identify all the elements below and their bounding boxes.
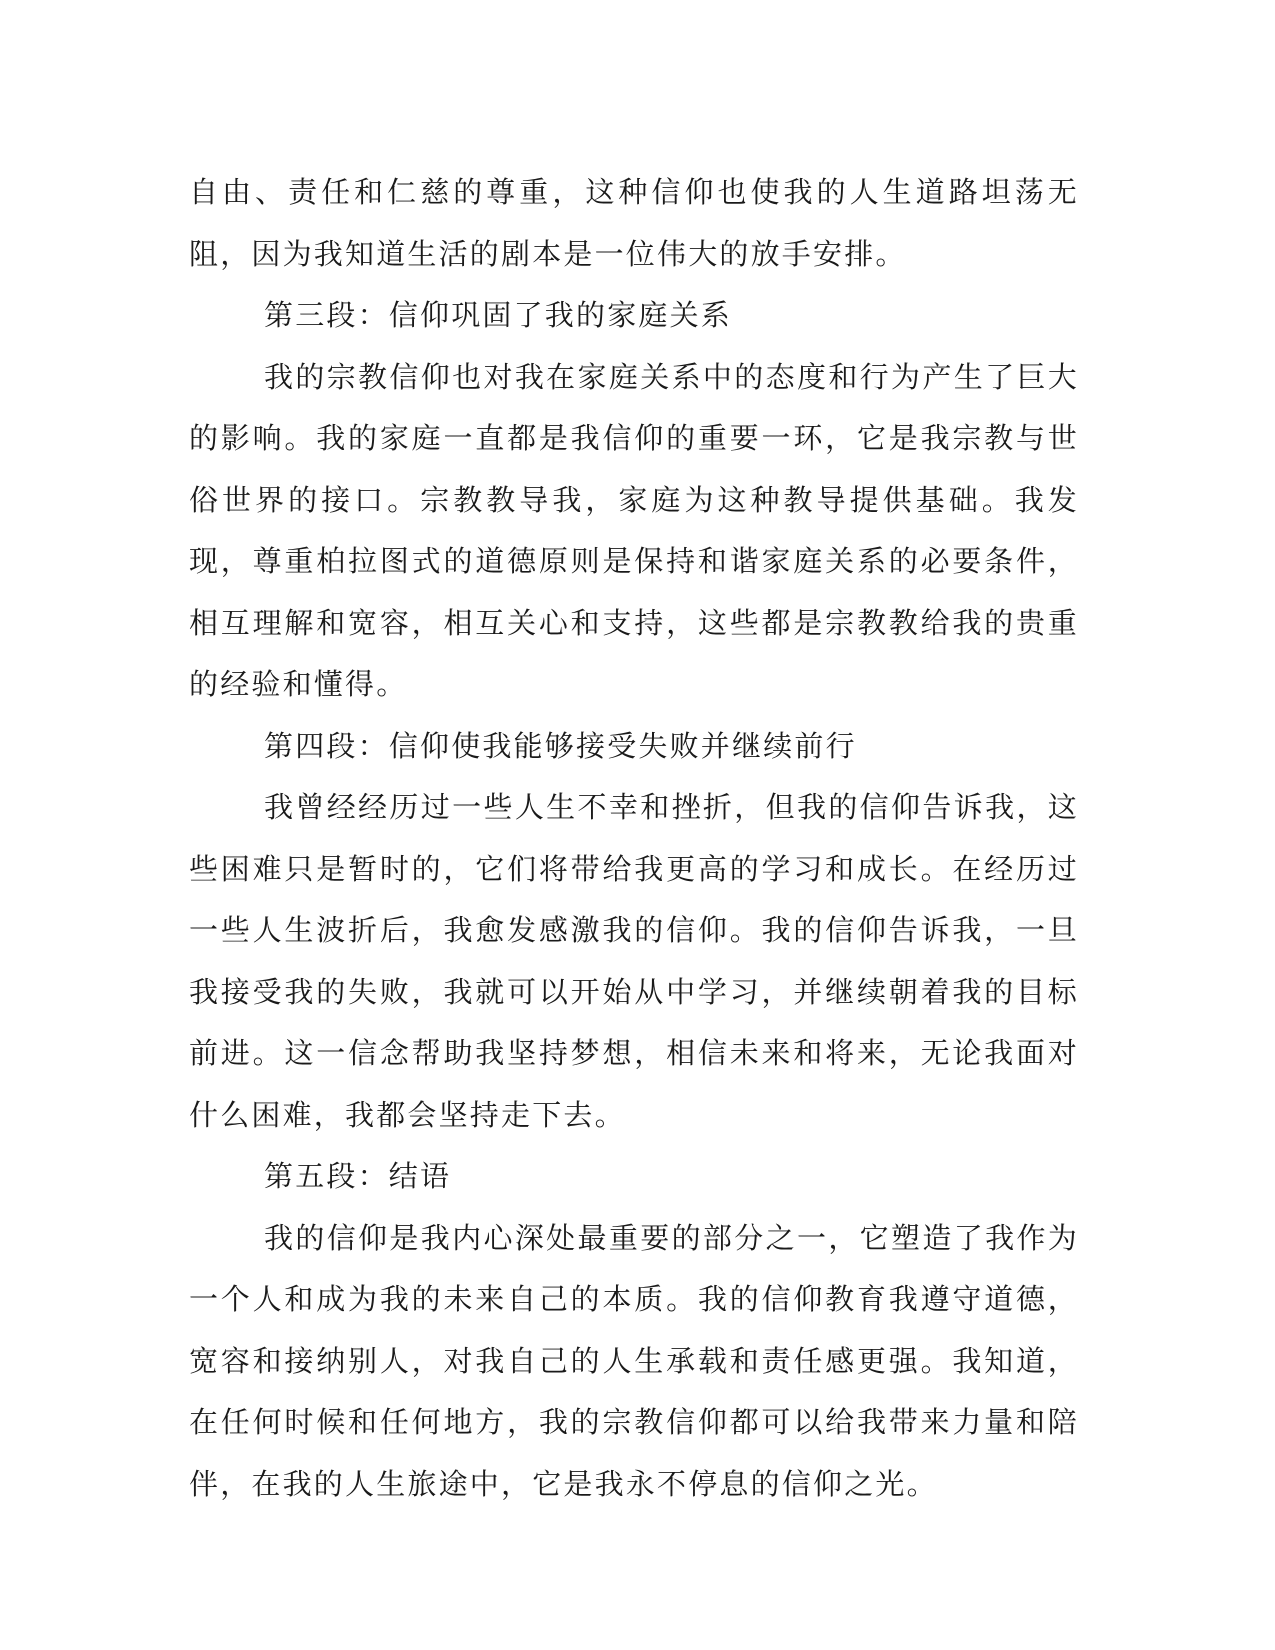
document-body [189, 162, 1079, 1515]
section-heading-5: 第五段：结语 [264, 1159, 452, 1193]
section-heading-3: 第三段：信仰巩固了我的家庭关系 [264, 298, 733, 332]
paragraph-conclusion: 我的信仰是我内心深处最重要的部分之一，它塑造了我作为一个人和成为我的未来自己的本质。我的信仰教育我遵守道德，宽容和接纳别人，对我自己的人生承载和责任感更强。我知道，在任何时候和任何地方，我的宗教信仰都可以给我带来力量和陪伴，在我的人生旅途中，它是我永不停息的信仰之光。 [189, 1220, 1079, 1501]
paragraph-family: 我的宗教信仰也对我在家庭关系中的态度和行为产生了巨大的影响。我的家庭一直都是我信仰的重要一环，它是我宗教与世俗世界的接口。宗教教导我，家庭为这种教导提供基础。我发现，尊重柏拉图式的道德原则是保持和谐家庭关系的必要条件，相互理解和宽容，相互关心和支持，这些都是宗教教给我的贵重的经验和懂得。 [189, 359, 1079, 701]
paragraph-failure: 我曾经经历过一些人生不幸和挫折，但我的信仰告诉我，这些困难只是暂时的，它们将带给我更高的学习和成长。在经历过一些人生波折后，我愈发感激我的信仰。我的信仰告诉我，一旦我接受我的失败，我就可以开始从中学习，并继续朝着我的目标前进。这一信念帮助我坚持梦想，相信未来和将来，无论我面对什么困难，我都会坚持走下去。 [189, 790, 1079, 1132]
section-heading-4: 第四段：信仰使我能够接受失败并继续前行 [264, 728, 857, 763]
paragraph-continued: 自由、责任和仁慈的尊重，这种信仰也使我的人生道路坦荡无阻，因为我知道生活的剧本是一位伟大的放手安排。 [189, 175, 1079, 271]
